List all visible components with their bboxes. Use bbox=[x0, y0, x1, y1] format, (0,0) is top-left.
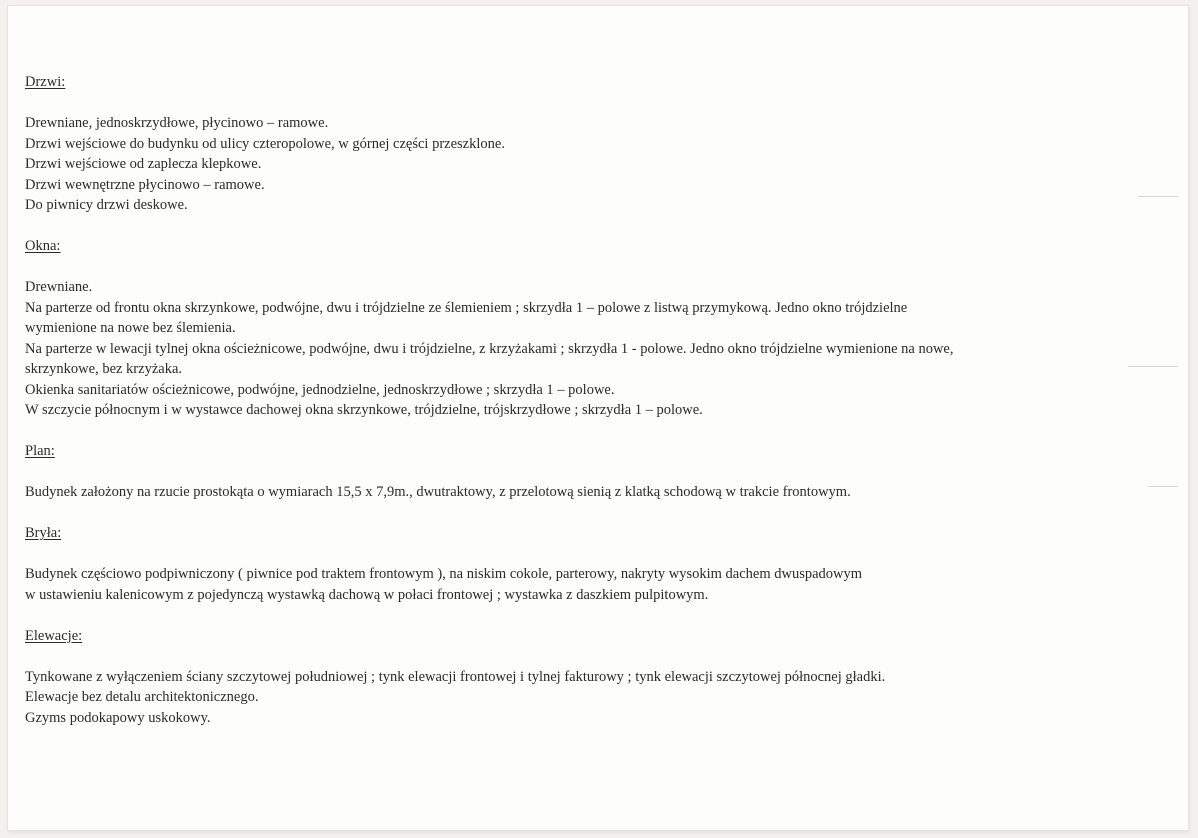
text-line: skrzynkowe, bez krzyżaka. bbox=[25, 361, 183, 377]
text-line: wymienione na nowe bez ślemienia. bbox=[25, 320, 236, 336]
text-line: Drewniane, jednoskrzydłowe, płycinowo – ramowe. bbox=[25, 115, 329, 131]
text-line: Gzyms podokapowy uskokowy. bbox=[25, 709, 211, 726]
section-bryla bbox=[25, 523, 1145, 605]
section-drzwi bbox=[25, 72, 1145, 216]
section-heading: Plan: bbox=[25, 443, 55, 459]
section-text bbox=[25, 667, 1145, 729]
section-text bbox=[25, 564, 1145, 605]
section-text bbox=[25, 482, 1145, 503]
section-plan bbox=[25, 441, 1145, 503]
text-line: Na parterze od frontu okna skrzynkowe, podwójne, dwu i trójdzielne ze ślemieniem ; skrzydła 1 – polowe z listwą przymykową. Jedno okno trójdzielne bbox=[25, 299, 908, 316]
section-heading: Drzwi: bbox=[25, 74, 66, 90]
section-elewacje bbox=[25, 626, 1145, 729]
section-text bbox=[25, 277, 1145, 421]
document-page bbox=[8, 6, 1188, 830]
document-body bbox=[25, 72, 1145, 749]
text-line: Budynek częściowo podpiwniczony ( piwnice pod traktem frontowym ), na niskim cokole, parterowy, nakryty wysokim dachem dwuspadowym bbox=[25, 566, 863, 582]
text-line: Elewacje bez detalu architektonicznego. bbox=[25, 689, 259, 705]
section-heading: Okna: bbox=[25, 238, 61, 254]
text-line: w ustawieniu kalenicowym z pojedynczą wystawką dachową w połaci frontowej ; wystawka z daszkiem pulpitowym. bbox=[25, 586, 709, 603]
text-line: Drzwi wejściowe do budynku od ulicy czteropolowe, w górnej części przeszklone. bbox=[25, 135, 505, 152]
text-line: Tynkowane z wyłączeniem ściany szczytowej południowej ; tynk elewacji frontowej i tylnej fakturowy ; tynk elewacji szczytowej północnej gładki. bbox=[25, 668, 886, 685]
text-line: Na parterze w lewacji tylnej okna ościeżnicowe, podwójne, dwu i trójdzielne, z krzyżakami ; skrzydła 1 - polowe. Jedno okno trójdzielne wymienione na nowe, bbox=[25, 340, 954, 357]
bleed-through-mark bbox=[1148, 486, 1178, 487]
text-line: Drzwi wewnętrzne płycinowo – ramowe. bbox=[25, 176, 265, 193]
text-line: Drzwi wejściowe od zaplecza klepkowe. bbox=[25, 156, 262, 172]
text-line: Okienka sanitariatów ościeżnicowe, podwójne, jednodzielne, jednoskrzydłowe ; skrzydła 1 – polowe. bbox=[25, 381, 615, 398]
section-text bbox=[25, 113, 1145, 216]
text-line: W szczycie północnym i w wystawce dachowej okna skrzynkowe, trójdzielne, trójskrzydłowe ; skrzydła 1 – polowe. bbox=[25, 402, 703, 418]
section-okna bbox=[25, 236, 1145, 421]
section-heading: Bryła: bbox=[25, 525, 62, 541]
text-line: Budynek założony na rzucie prostokąta o wymiarach 15,5 x 7,9m., dwutraktowy, z przelotową sienią z klatką schodową w trakcie frontowym. bbox=[25, 484, 851, 500]
text-line: Drewniane. bbox=[25, 279, 93, 295]
text-line: Do piwnicy drzwi deskowe. bbox=[25, 197, 188, 213]
section-heading: Elewacje: bbox=[25, 627, 83, 644]
